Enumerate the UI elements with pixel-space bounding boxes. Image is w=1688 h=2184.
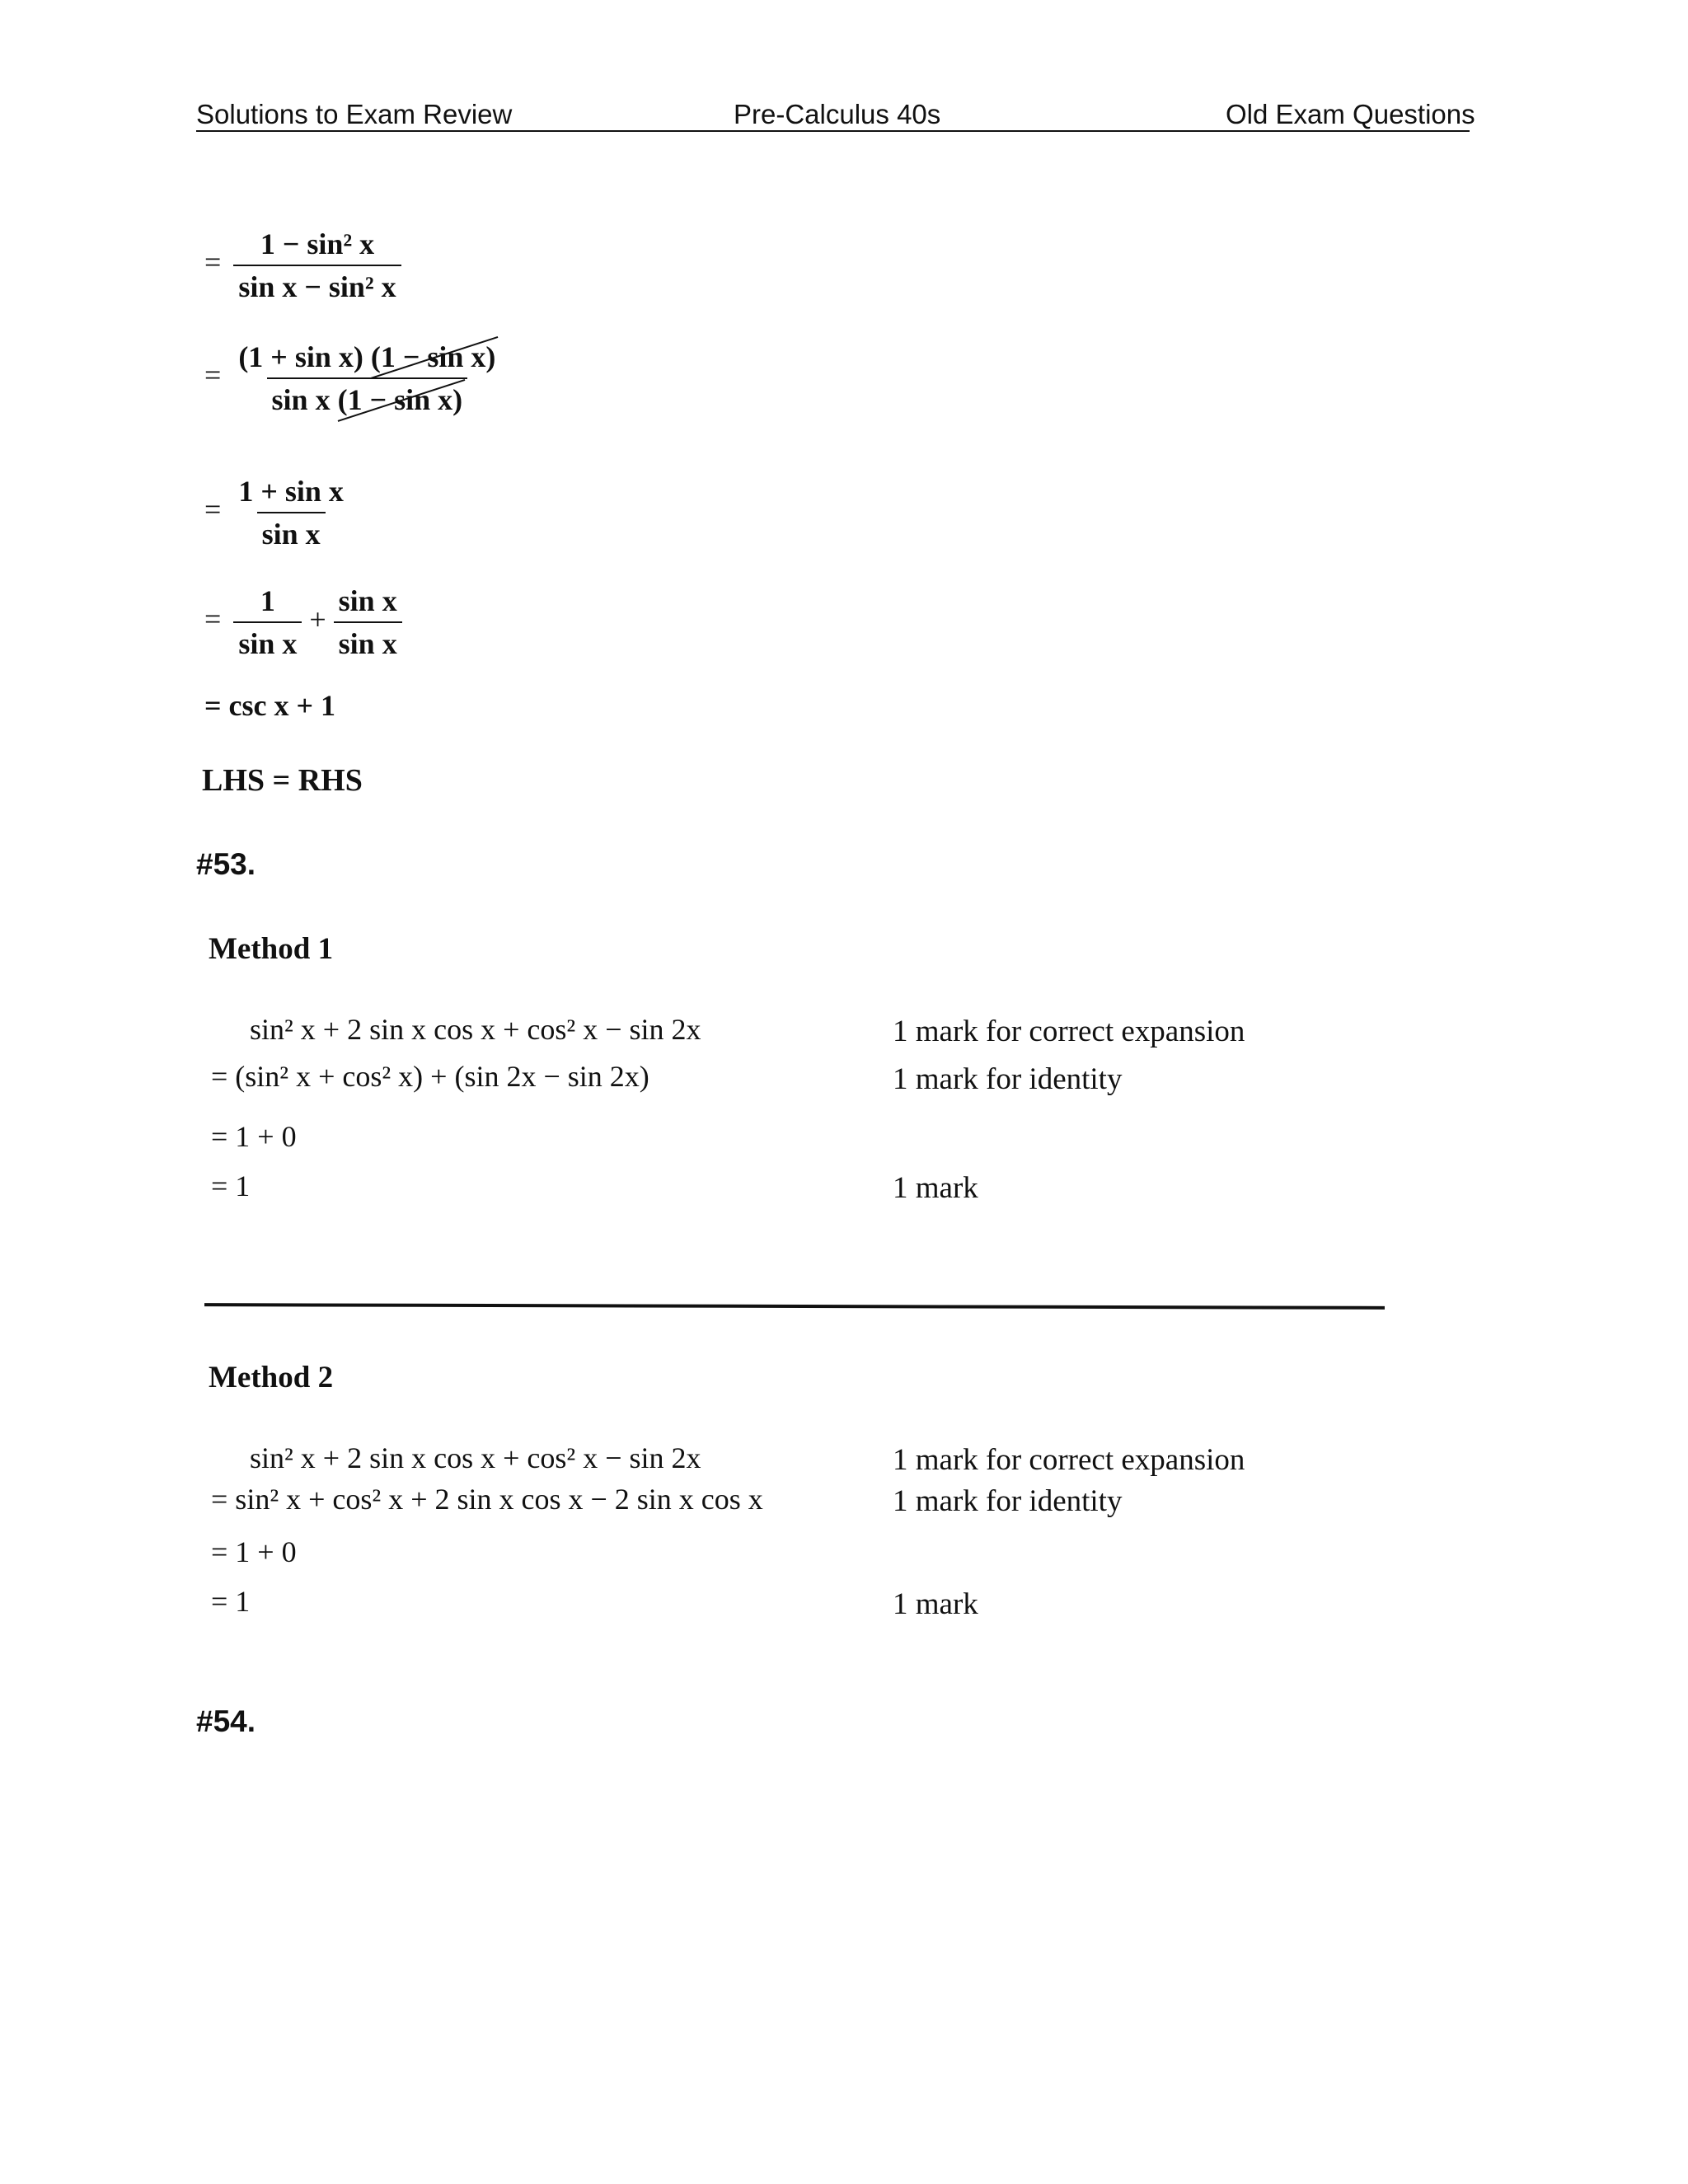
denominator bbox=[267, 377, 468, 417]
method-1-mark-3: 1 mark bbox=[893, 1171, 978, 1205]
method-1-mark-1: 1 mark for correct expansion bbox=[893, 1015, 1245, 1048]
method-divider bbox=[204, 1303, 1385, 1310]
fraction bbox=[233, 583, 302, 661]
numerator-factor: (1 + sin x) bbox=[238, 340, 363, 373]
method-1-line-4: = 1 bbox=[211, 1169, 251, 1202]
equals-sign: = bbox=[204, 602, 222, 636]
denominator: sin x bbox=[334, 621, 402, 661]
proof-step-2 bbox=[204, 340, 500, 417]
denominator: sin x bbox=[257, 512, 326, 551]
equals-sign: = bbox=[204, 359, 222, 392]
numerator: 1 bbox=[260, 584, 275, 617]
proof-step-5: = csc x + 1 bbox=[204, 689, 335, 722]
fraction bbox=[334, 583, 402, 661]
proof-conclusion: LHS = RHS bbox=[202, 763, 363, 798]
numerator: sin x bbox=[338, 584, 397, 617]
cancelled-factor: (1 − sin x) bbox=[370, 340, 496, 373]
numerator: 1 + sin x bbox=[238, 475, 344, 508]
proof-step-1 bbox=[204, 227, 401, 304]
method-2-line-3: = 1 + 0 bbox=[211, 1535, 297, 1568]
method-2-mark-2: 1 mark for identity bbox=[893, 1484, 1123, 1518]
numerator bbox=[233, 340, 500, 377]
header-left: Solutions to Exam Review bbox=[196, 99, 513, 129]
equals-sign: = bbox=[204, 493, 222, 527]
fraction bbox=[233, 474, 349, 551]
denominator-factor: sin x bbox=[271, 383, 331, 416]
equals-sign: = bbox=[204, 246, 222, 279]
plus-sign: + bbox=[309, 602, 326, 636]
proof-step-4 bbox=[204, 583, 402, 661]
header-underline bbox=[196, 130, 1470, 132]
method-2-mark-3: 1 mark bbox=[893, 1587, 978, 1621]
method-2-mark-1: 1 mark for correct expansion bbox=[893, 1443, 1245, 1477]
proof-step-3 bbox=[204, 474, 349, 551]
header-center: Pre-Calculus 40s bbox=[734, 99, 941, 129]
numerator: 1 − sin² x bbox=[260, 227, 375, 260]
fraction bbox=[233, 227, 401, 304]
method-1-line-2: = (sin² x + cos² x) + (sin 2x − sin 2x) bbox=[211, 1060, 649, 1093]
denominator: sin x bbox=[233, 621, 302, 661]
method-1-title: Method 1 bbox=[209, 932, 334, 966]
method-2-line-2: = sin² x + cos² x + 2 sin x cos x − 2 sin x cos x bbox=[211, 1483, 763, 1516]
method-2-title: Method 2 bbox=[209, 1361, 334, 1394]
method-2-line-4: = 1 bbox=[211, 1585, 251, 1618]
cancelled-factor: (1 − sin x) bbox=[337, 383, 463, 416]
header-right: Old Exam Questions bbox=[1226, 99, 1475, 129]
fraction bbox=[233, 340, 500, 417]
method-1-line-3: = 1 + 0 bbox=[211, 1120, 297, 1153]
question-54-label: #54. bbox=[196, 1704, 256, 1738]
denominator: sin x − sin² x bbox=[233, 265, 401, 304]
question-53-label: #53. bbox=[196, 847, 256, 881]
method-1-line-1: sin² x + 2 sin x cos x + cos² x − sin 2x bbox=[250, 1013, 701, 1046]
method-1-mark-2: 1 mark for identity bbox=[893, 1062, 1123, 1096]
method-2-line-1: sin² x + 2 sin x cos x + cos² x − sin 2x bbox=[250, 1441, 701, 1474]
